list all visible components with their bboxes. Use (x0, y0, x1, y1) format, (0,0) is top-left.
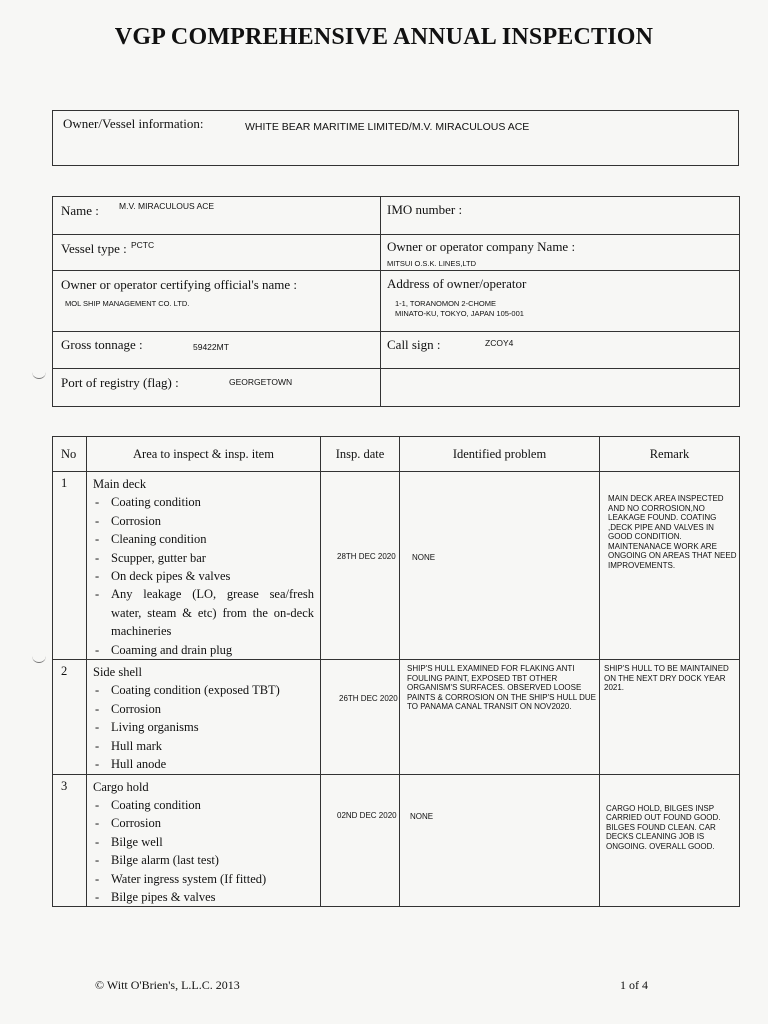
list-item: - Hull anode (93, 755, 314, 773)
inspection-table (52, 436, 740, 907)
list-item: - Any leakage (LO, grease sea/fresh water, steam & etc) from the on-deck machineries (93, 585, 314, 640)
area-title: Cargo hold (93, 779, 149, 794)
identified-problem: NONE (410, 811, 434, 821)
address-cell (381, 271, 740, 332)
registry-empty-cell (381, 369, 740, 407)
owner-company-value: MITSUI O.S.K. LINES,LTD (387, 259, 477, 268)
name-label: Name : (61, 203, 99, 218)
address-label: Address of owner/operator (387, 276, 527, 291)
scan-mark (32, 372, 46, 379)
official-cell (53, 271, 381, 332)
registry-value: GEORGETOWN (229, 377, 293, 387)
vessel-type-cell (53, 235, 381, 271)
call-sign-label: Call sign : (387, 337, 441, 352)
list-item: - Coaming and drain plug (93, 641, 314, 659)
gross-tonnage-label: Gross tonnage : (61, 337, 143, 352)
header-date: Insp. date (321, 437, 400, 472)
row-number: 2 (61, 664, 68, 679)
owner-vessel-value: WHITE BEAR MARITIME LIMITED/M.V. MIRACULOUS ACE (245, 121, 530, 133)
insp-date: 02ND DEC 2020 (337, 810, 397, 820)
footer-copyright: © Witt O'Brien's, L.L.C. 2013 (95, 978, 240, 992)
registry-cell (53, 369, 381, 407)
footer-page-number: 1 of 4 (620, 978, 648, 992)
header-remark: Remark (600, 437, 740, 472)
row-number: 1 (61, 476, 68, 490)
header-problem: Identified problem (400, 437, 600, 472)
identified-problem: NONE (412, 553, 436, 562)
owner-company-cell (381, 235, 740, 271)
list-item: - Coating condition (93, 796, 314, 814)
list-item: - Bilge alarm (last test) (93, 851, 314, 869)
vessel-info-table (52, 196, 740, 407)
table-row (53, 660, 740, 774)
inspection-item-list (93, 796, 314, 906)
list-item: - Hull mark (93, 737, 314, 755)
area-title: Side shell (93, 665, 142, 680)
header-area: Area to inspect & insp. item (87, 437, 321, 472)
imo-cell (381, 197, 740, 235)
call-sign-cell (381, 332, 740, 369)
remark: MAIN DECK AREA INSPECTED AND NO CORROSION,NO LEAKAGE FOUND. COATING ,DECK PIPE AND VALVES IN GOOD CONDITION. MAINTENANACE WORK ARE ONGOING ON AREAS THAT NEED IMPROVEMENTS. (608, 494, 737, 570)
vessel-type-value: PCTC (131, 240, 155, 250)
list-item: - Bilge pipes & valves (93, 888, 314, 906)
registry-label: Port of registry (flag) : (61, 375, 179, 390)
list-item: - Bilge well (93, 833, 314, 851)
gross-tonnage-value: 59422MT (193, 342, 229, 352)
list-item: - Water ingress system (If fitted) (93, 870, 314, 888)
table-row (53, 774, 740, 907)
owner-vessel-label: Owner/Vessel information: (63, 116, 204, 131)
address-line2: MINATO-KU, TOKYO, JAPAN 105-001 (395, 309, 524, 318)
call-sign-value: ZCOY4 (485, 338, 514, 348)
table-row (53, 472, 740, 660)
list-item: - Coating condition (93, 493, 314, 511)
name-value: M.V. MIRACULOUS ACE (119, 201, 215, 211)
header-no: No (53, 437, 87, 472)
remark: CARGO HOLD, BILGES INSP CARRIED OUT FOUND GOOD. BILGES FOUND CLEAN. CAR DECKS CLEANING JOB IS ONGOING. OVERALL GOOD. (606, 803, 721, 851)
inspection-item-list (93, 681, 314, 773)
vessel-type-label: Vessel type : (61, 241, 127, 256)
document-title: VGP COMPREHENSIVE ANNUAL INSPECTION (114, 24, 654, 50)
imo-label: IMO number : (387, 202, 463, 217)
identified-problem: SHIP'S HULL EXAMINED FOR FLAKING ANTI FOULING PAINT, EXPOSED TBT OTHER ORGANISM'S SURFACES. OBSERVED LOOSE PAINTS & CORROSION ON THE SHIP'S HULL DUE TO PANAMA CANAL TRANSIT ON NOV2020. (407, 664, 596, 712)
list-item: - Living organisms (93, 718, 314, 736)
official-label: Owner or operator certifying official's name : (61, 277, 298, 292)
insp-date: 28TH DEC 2020 (337, 552, 396, 561)
list-item: - Cleaning condition (93, 530, 314, 548)
address-line1: 1-1, TORANOMON 2-CHOME (395, 299, 496, 308)
remark: SHIP'S HULL TO BE MAINTAINED ON THE NEXT DRY DOCK YEAR 2021. (604, 664, 729, 693)
insp-date: 26TH DEC 2020 (339, 694, 398, 704)
list-item: - Corrosion (93, 512, 314, 530)
official-value: MOL SHIP MANAGEMENT CO. LTD. (65, 299, 190, 308)
owner-vessel-box (52, 110, 739, 166)
list-item: - Corrosion (93, 814, 314, 832)
inspection-header-row (53, 437, 740, 472)
inspection-item-list (93, 493, 314, 659)
scan-mark (32, 656, 46, 663)
row-number: 3 (61, 778, 68, 793)
list-item: - On deck pipes & valves (93, 567, 314, 585)
list-item: - Corrosion (93, 700, 314, 718)
gross-tonnage-cell (53, 332, 381, 369)
area-title: Main deck (93, 477, 147, 491)
list-item: - Coating condition (exposed TBT) (93, 681, 314, 699)
owner-company-label: Owner or operator company Name : (387, 239, 576, 254)
name-cell (53, 197, 381, 235)
list-item: - Scupper, gutter bar (93, 549, 314, 567)
